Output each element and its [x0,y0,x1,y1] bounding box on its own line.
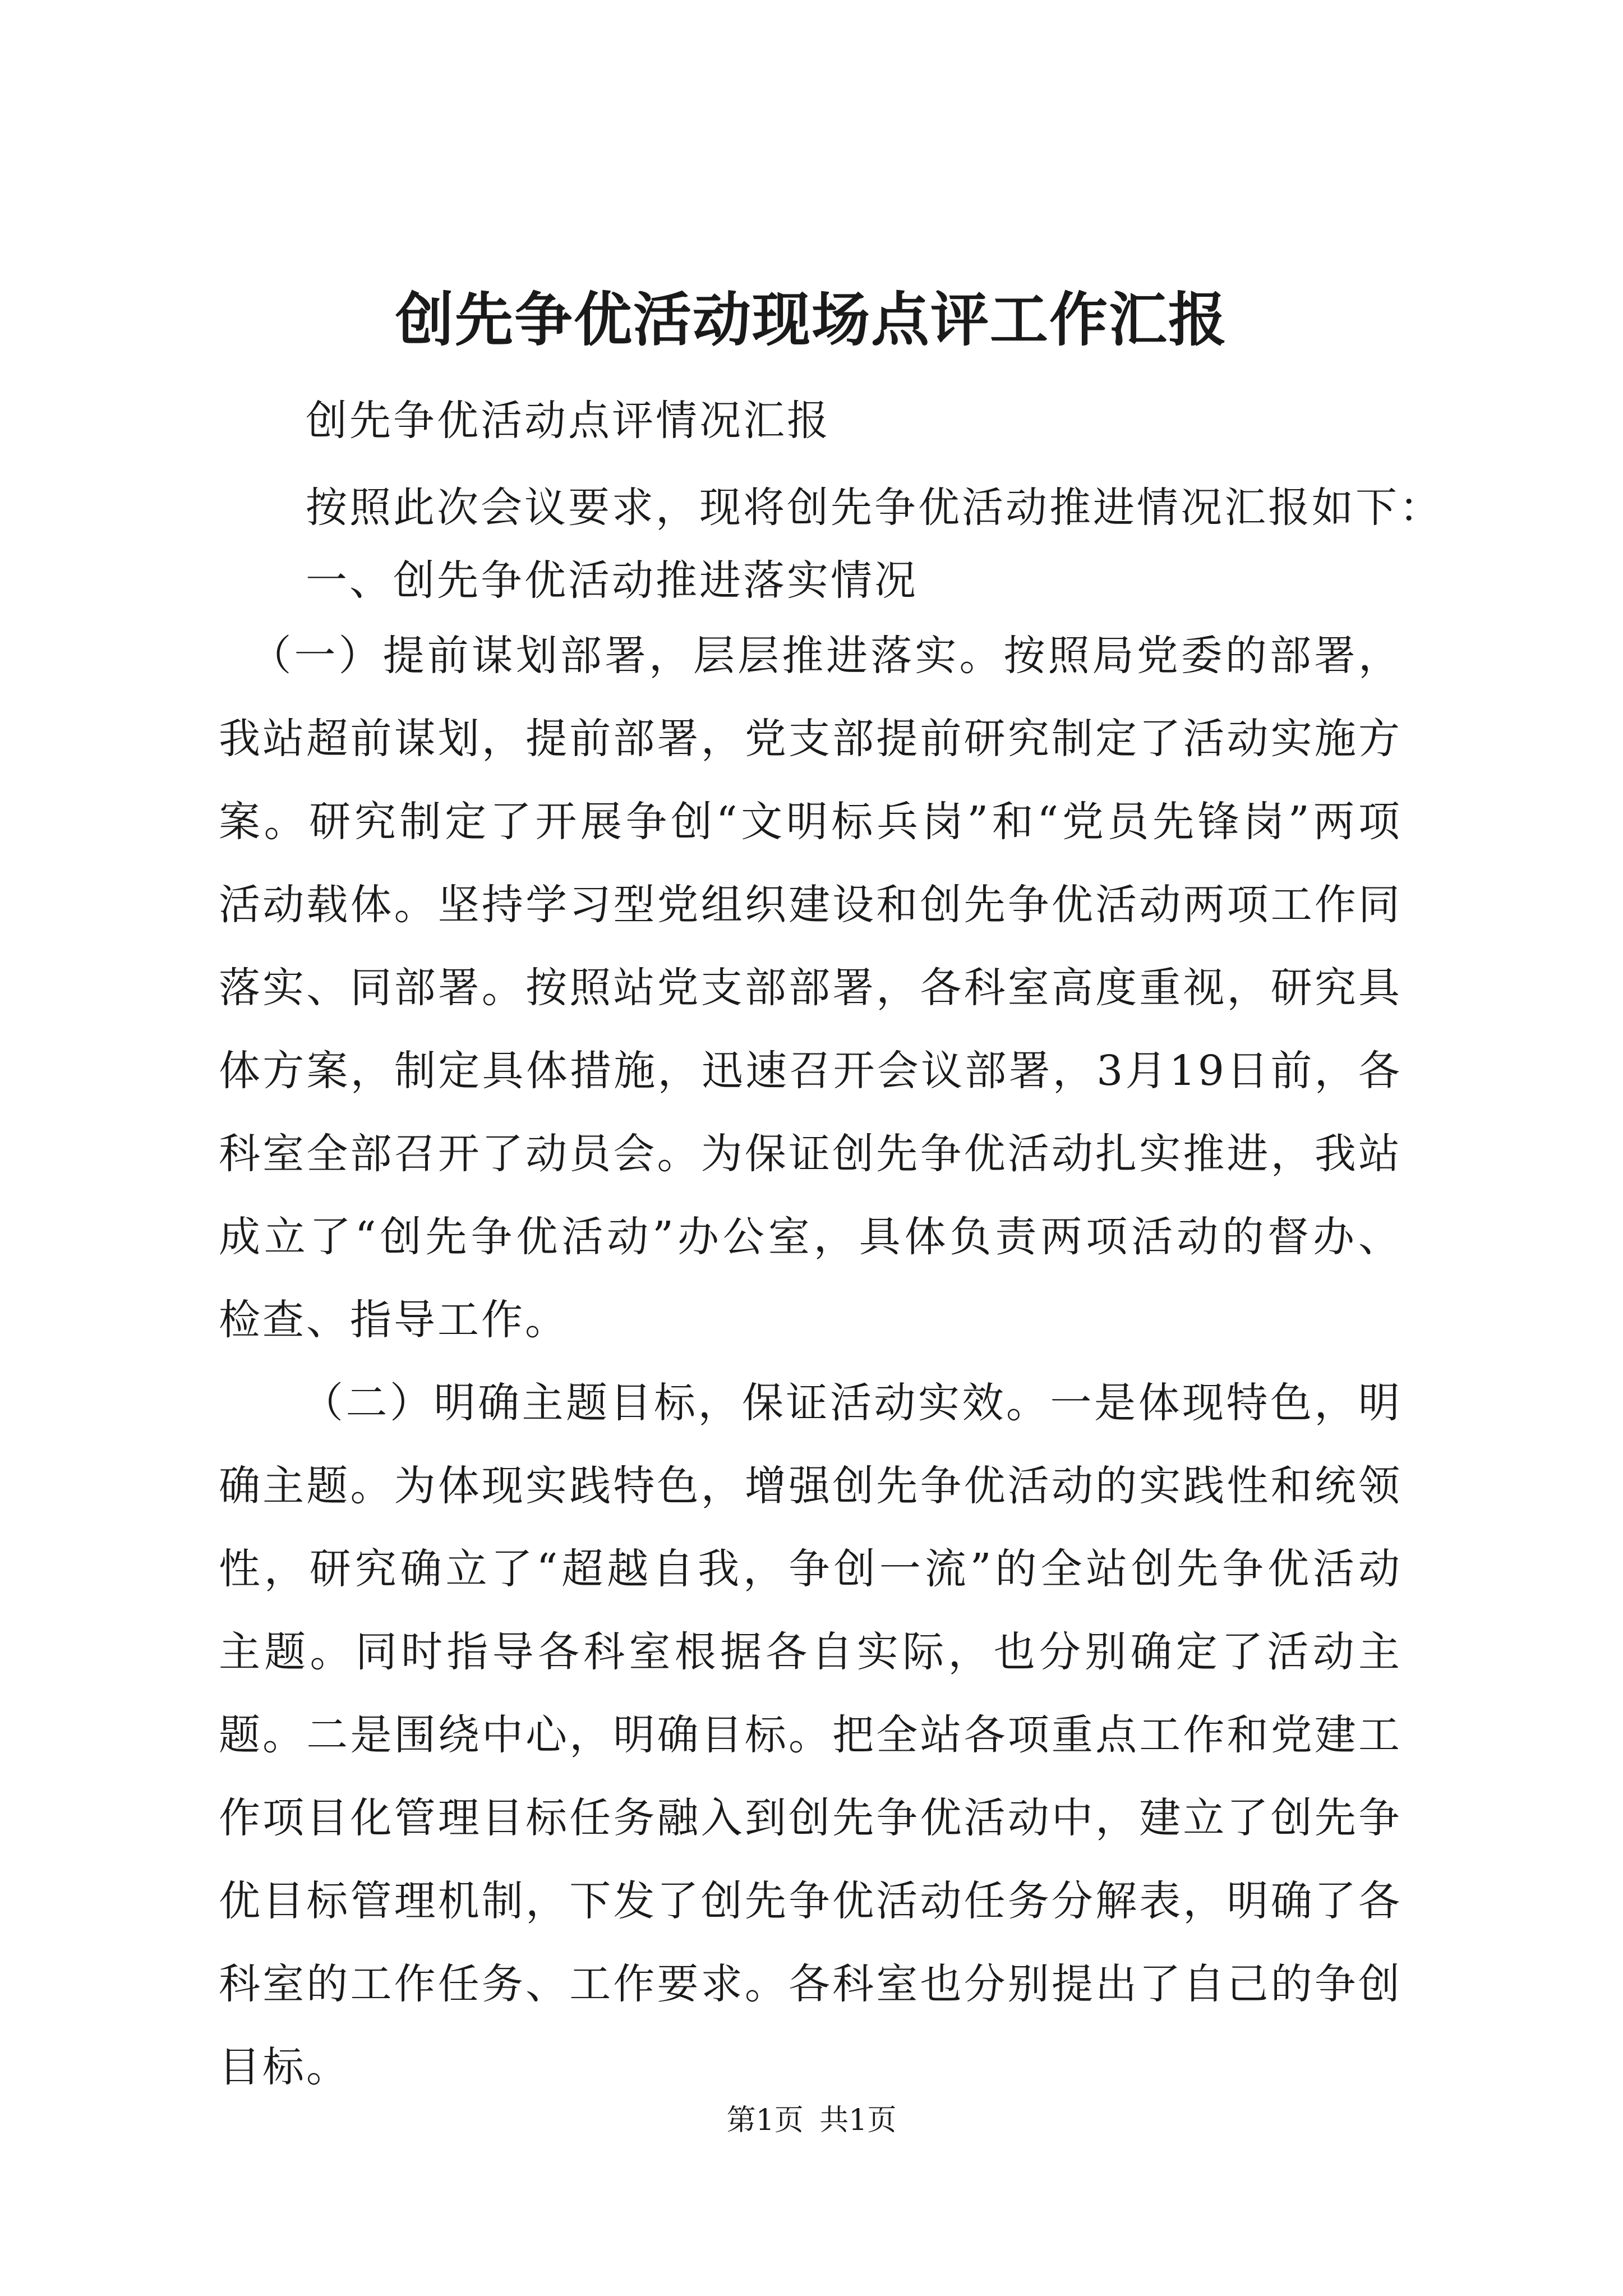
body-paragraph-2: （二）明确主题目标，保证活动实效。一是体现特色，明确主题。为体现实践特色，增强创先争优活动的实践性和统领性，研究确立了“超越自我，争创一流”的全站创先争优活动主题。同时指导各科室根据各自实际，也分别确定了活动主题。二是围绕中心，明确目标。把全站各项重点工作和党建工作项目化管理目标任务融入到创先争优活动中，建立了创先争优目标管理机制，下发了创先争优活动任务分解表，明确了各科室的工作任务、工作要求。各科室也分别提出了自己的争创目标。 [219,1379,1402,2091]
page-footer [0,2101,1623,2140]
document-subtitle: 创先争优活动点评情况汇报 [306,397,831,445]
document-body [219,614,1402,2109]
page-number: 第1页 [726,2104,804,2137]
section-heading: 一、创先争优活动推进落实情况 [306,556,918,605]
intro-paragraph: 按照此次会议要求，现将创先争优活动推进情况汇报如下： [306,484,1443,532]
page-total: 共1页 [819,2104,897,2137]
page-title: 创先争优活动现场点评工作汇报 [395,285,1228,354]
body-paragraph-1: （一）提前谋划部署，层层推进落实。按照局党委的部署，我站超前谋划，提前部署，党支部提前研究制定了活动实施方案。研究制定了开展争创“文明标兵岗”和“党员先锋岗”两项活动载体。坚持学习型党组织建设和创先争优活动两项工作同落实、同部署。按照站党支部部署，各科室高度重视，研究具体方案，制定具体措施，迅速召开会议部署，3月19日前，各科室全部召开了动员会。为保证创先争优活动扎实推进，我站成立了“创先争优活动”办公室，具体负责两项活动的督办、检查、指导工作。 [219,632,1402,1344]
